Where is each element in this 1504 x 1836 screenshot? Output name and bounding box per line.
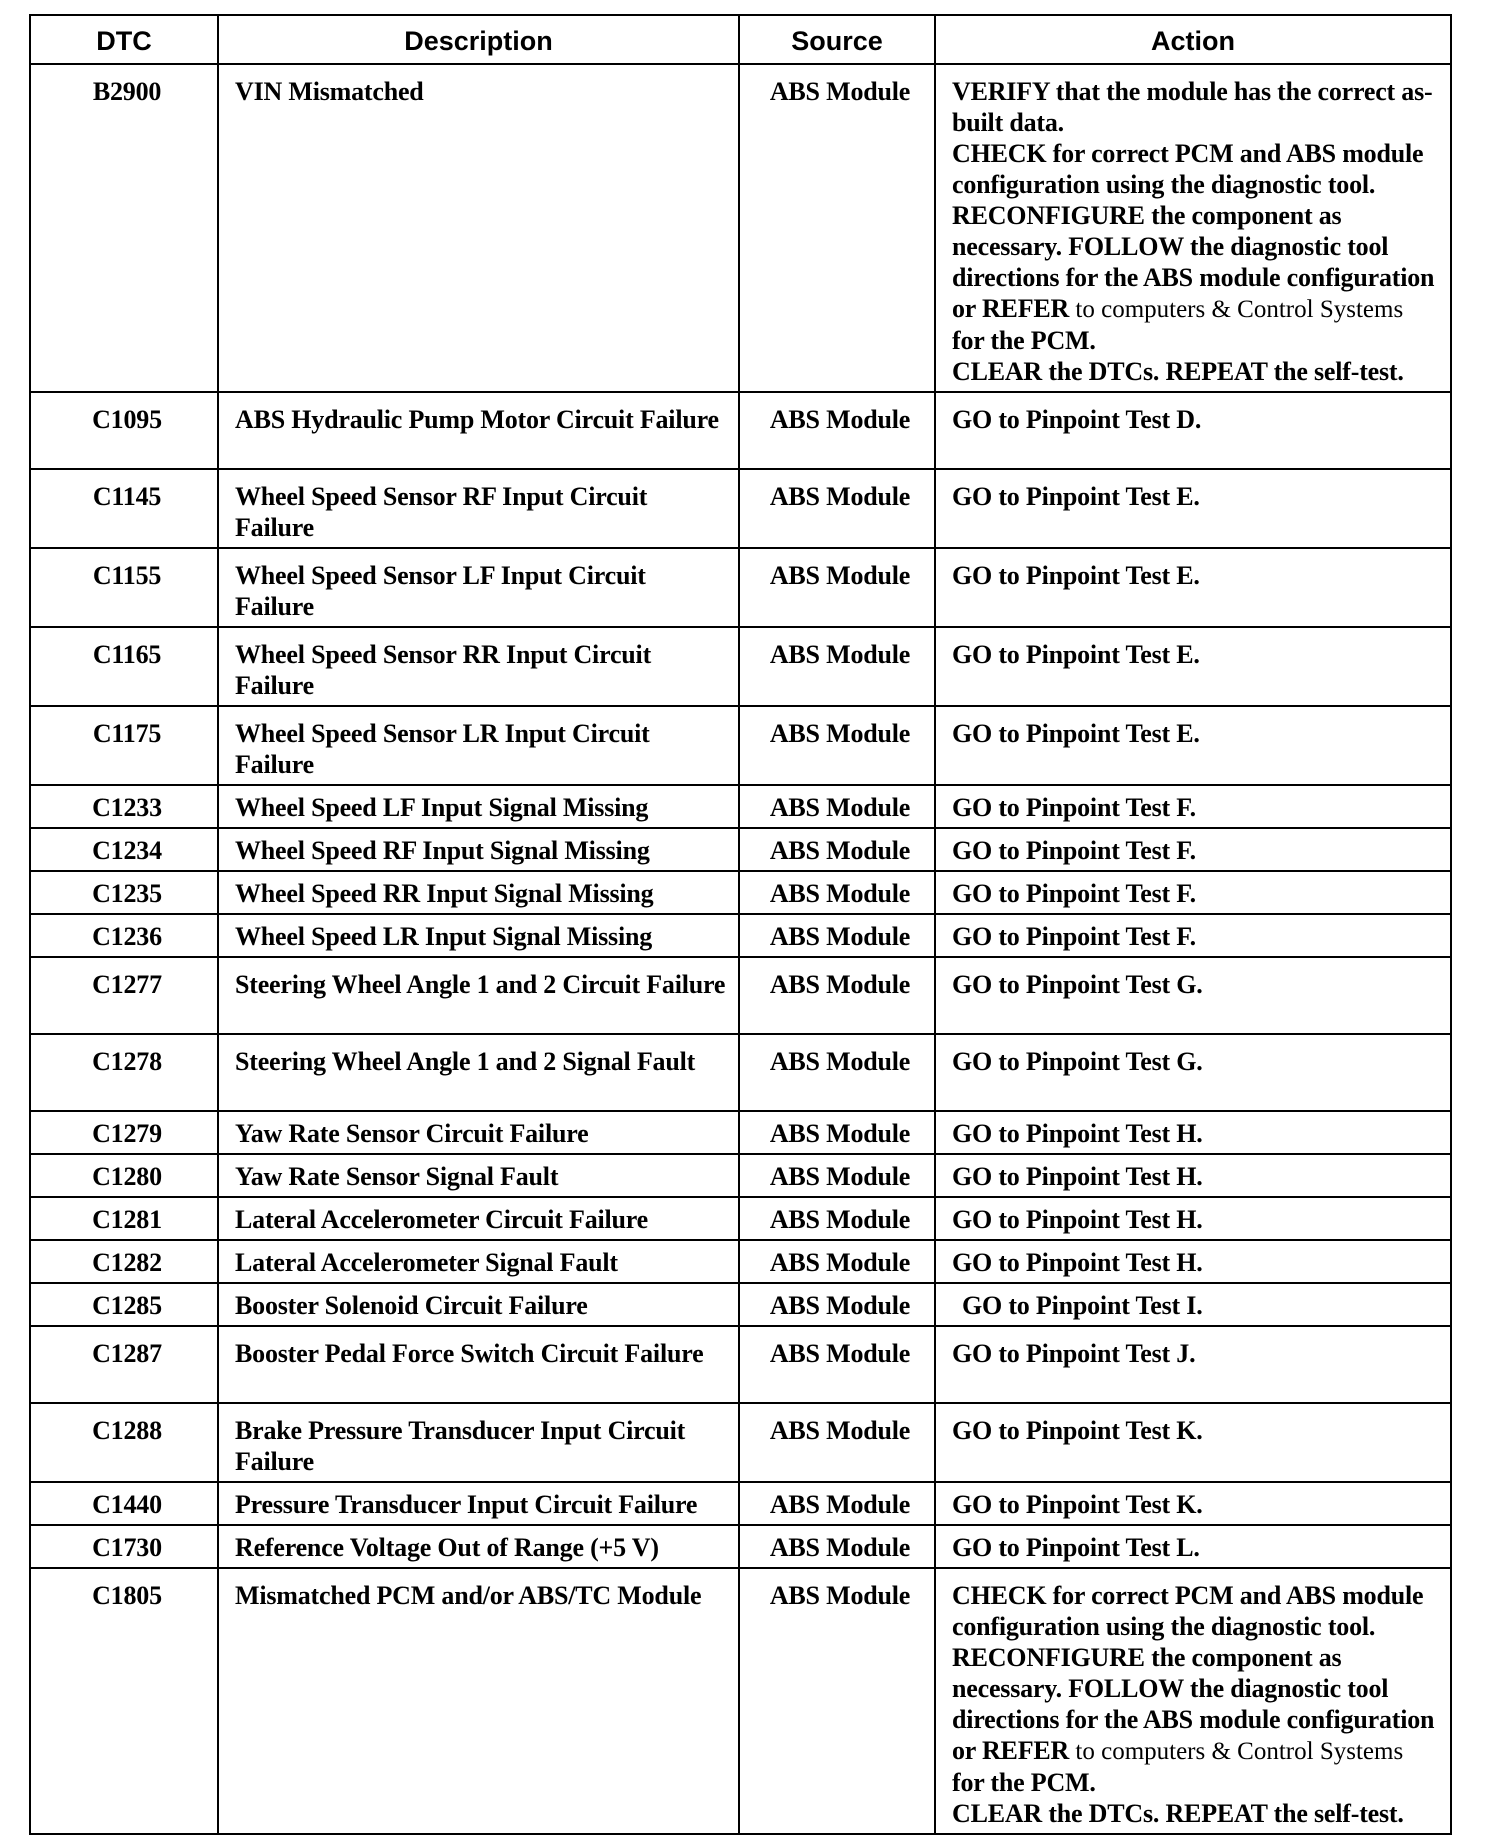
- table-row: [30, 1326, 1451, 1403]
- table-row: [30, 1283, 1451, 1326]
- dtc-source: ABS Module: [739, 392, 935, 469]
- dtc-action: GO to Pinpoint Test F.: [935, 871, 1451, 914]
- dtc-code: C1288: [30, 1403, 218, 1482]
- dtc-description: Wheel Speed RF Input Signal Missing: [218, 828, 739, 871]
- dtc-description: Wheel Speed LR Input Signal Missing: [218, 914, 739, 957]
- dtc-action: GO to Pinpoint Test F.: [935, 914, 1451, 957]
- table-row: [30, 1525, 1451, 1568]
- dtc-source: ABS Module: [739, 1326, 935, 1403]
- table-header-row: [30, 15, 1451, 64]
- dtc-action: GO to Pinpoint Test H.: [935, 1197, 1451, 1240]
- table-row: [30, 871, 1451, 914]
- dtc-source: ABS Module: [739, 1154, 935, 1197]
- dtc-code: C1236: [30, 914, 218, 957]
- dtc-description: Lateral Accelerometer Signal Fault: [218, 1240, 739, 1283]
- header-dtc: DTC: [30, 15, 218, 64]
- dtc-source: ABS Module: [739, 706, 935, 785]
- dtc-action: GO to Pinpoint Test H.: [935, 1240, 1451, 1283]
- dtc-description: Mismatched PCM and/or ABS/TC Module: [218, 1568, 739, 1834]
- table-row: [30, 1568, 1451, 1834]
- dtc-code: C1285: [30, 1283, 218, 1326]
- dtc-code: C1282: [30, 1240, 218, 1283]
- dtc-source: ABS Module: [739, 627, 935, 706]
- dtc-action: GO to Pinpoint Test E.: [935, 548, 1451, 627]
- dtc-description: Booster Pedal Force Switch Circuit Failure: [218, 1326, 739, 1403]
- dtc-action: GO to Pinpoint Test F.: [935, 828, 1451, 871]
- table-row: [30, 469, 1451, 548]
- dtc-action: GO to Pinpoint Test G.: [935, 957, 1451, 1034]
- action-text: CHECK for correct PCM and ABS module configuration using the diagnostic tool. RECONFIGURE the component as necessary. FOLLOW the diagnostic tool directions for the ABS module configuration or REFER: [952, 1581, 1435, 1765]
- dtc-source: ABS Module: [739, 1111, 935, 1154]
- action-reference: to computers & Control Systems: [1075, 296, 1404, 323]
- dtc-code: C1281: [30, 1197, 218, 1240]
- dtc-source: ABS Module: [739, 1568, 935, 1834]
- dtc-description: Steering Wheel Angle 1 and 2 Signal Fault: [218, 1034, 739, 1111]
- dtc-code: C1277: [30, 957, 218, 1034]
- table-row: [30, 1482, 1451, 1525]
- dtc-code: C1440: [30, 1482, 218, 1525]
- dtc-action: GO to Pinpoint Test D.: [935, 392, 1451, 469]
- action-text: VERIFY that the module has the correct as-built data.: [952, 77, 1433, 137]
- dtc-description: Reference Voltage Out of Range (+5 V): [218, 1525, 739, 1568]
- action-text: CHECK for correct PCM and ABS module configuration using the diagnostic tool. RECONFIGURE the component as necessary. FOLLOW the diagnostic tool directions for the ABS module configuration or REFER: [952, 139, 1435, 323]
- dtc-action: GO to Pinpoint Test I.: [935, 1283, 1451, 1326]
- table-row: [30, 64, 1451, 392]
- dtc-source: ABS Module: [739, 64, 935, 392]
- table-row: [30, 1154, 1451, 1197]
- header-description: Description: [218, 15, 739, 64]
- table-row: [30, 957, 1451, 1034]
- dtc-code: C1805: [30, 1568, 218, 1834]
- dtc-source: ABS Module: [739, 914, 935, 957]
- dtc-description: Wheel Speed Sensor LR Input Circuit Failure: [218, 706, 739, 785]
- dtc-code: C1235: [30, 871, 218, 914]
- table-row: [30, 1197, 1451, 1240]
- dtc-action: [935, 1568, 1451, 1834]
- dtc-source: ABS Module: [739, 1403, 935, 1482]
- dtc-description: Brake Pressure Transducer Input Circuit Failure: [218, 1403, 739, 1482]
- dtc-code: C1730: [30, 1525, 218, 1568]
- dtc-code: C1165: [30, 627, 218, 706]
- header-action: Action: [935, 15, 1451, 64]
- dtc-source: ABS Module: [739, 1240, 935, 1283]
- dtc-source: ABS Module: [739, 548, 935, 627]
- dtc-code: C1145: [30, 469, 218, 548]
- dtc-description: Wheel Speed Sensor LF Input Circuit Failure: [218, 548, 739, 627]
- dtc-code: C1287: [30, 1326, 218, 1403]
- action-text: CLEAR the DTCs. REPEAT the self-test.: [952, 357, 1404, 386]
- dtc-description: Pressure Transducer Input Circuit Failure: [218, 1482, 739, 1525]
- dtc-source: ABS Module: [739, 1034, 935, 1111]
- dtc-action: GO to Pinpoint Test K.: [935, 1403, 1451, 1482]
- dtc-action: GO to Pinpoint Test E.: [935, 469, 1451, 548]
- dtc-action: GO to Pinpoint Test E.: [935, 627, 1451, 706]
- dtc-description: Yaw Rate Sensor Signal Fault: [218, 1154, 739, 1197]
- dtc-description: Booster Solenoid Circuit Failure: [218, 1283, 739, 1326]
- dtc-description: Lateral Accelerometer Circuit Failure: [218, 1197, 739, 1240]
- dtc-action: GO to Pinpoint Test K.: [935, 1482, 1451, 1525]
- dtc-source: ABS Module: [739, 1283, 935, 1326]
- dtc-table: [29, 14, 1452, 1835]
- dtc-code: C1279: [30, 1111, 218, 1154]
- dtc-description: Yaw Rate Sensor Circuit Failure: [218, 1111, 739, 1154]
- table-row: [30, 548, 1451, 627]
- table-row: [30, 1240, 1451, 1283]
- table-row: [30, 914, 1451, 957]
- dtc-description: Wheel Speed Sensor RR Input Circuit Failure: [218, 627, 739, 706]
- dtc-description: ABS Hydraulic Pump Motor Circuit Failure: [218, 392, 739, 469]
- action-text: for the PCM.: [952, 1768, 1096, 1797]
- dtc-code: B2900: [30, 64, 218, 392]
- dtc-source: ABS Module: [739, 1482, 935, 1525]
- table-row: [30, 706, 1451, 785]
- table-row: [30, 392, 1451, 469]
- dtc-code: C1280: [30, 1154, 218, 1197]
- table-row: [30, 1111, 1451, 1154]
- action-reference: to computers & Control Systems: [1075, 1738, 1404, 1765]
- table-row: [30, 1034, 1451, 1111]
- dtc-source: ABS Module: [739, 469, 935, 548]
- dtc-source: ABS Module: [739, 828, 935, 871]
- dtc-action: GO to Pinpoint Test L.: [935, 1525, 1451, 1568]
- dtc-code: C1278: [30, 1034, 218, 1111]
- header-source: Source: [739, 15, 935, 64]
- dtc-description: Wheel Speed Sensor RF Input Circuit Failure: [218, 469, 739, 548]
- dtc-description: VIN Mismatched: [218, 64, 739, 392]
- table-row: [30, 785, 1451, 828]
- dtc-code: C1234: [30, 828, 218, 871]
- dtc-code: C1233: [30, 785, 218, 828]
- dtc-action: GO to Pinpoint Test H.: [935, 1111, 1451, 1154]
- dtc-source: ABS Module: [739, 1525, 935, 1568]
- dtc-description: Wheel Speed RR Input Signal Missing: [218, 871, 739, 914]
- dtc-action: GO to Pinpoint Test J.: [935, 1326, 1451, 1403]
- dtc-code: C1175: [30, 706, 218, 785]
- dtc-action: GO to Pinpoint Test E.: [935, 706, 1451, 785]
- action-text: CLEAR the DTCs. REPEAT the self-test.: [952, 1799, 1404, 1828]
- dtc-source: ABS Module: [739, 871, 935, 914]
- dtc-description: Wheel Speed LF Input Signal Missing: [218, 785, 739, 828]
- dtc-code: C1155: [30, 548, 218, 627]
- dtc-source: ABS Module: [739, 957, 935, 1034]
- dtc-action: [935, 64, 1451, 392]
- action-text: for the PCM.: [952, 326, 1096, 355]
- table-row: [30, 1403, 1451, 1482]
- dtc-action: GO to Pinpoint Test F.: [935, 785, 1451, 828]
- dtc-source: ABS Module: [739, 785, 935, 828]
- dtc-description: Steering Wheel Angle 1 and 2 Circuit Failure: [218, 957, 739, 1034]
- dtc-action: GO to Pinpoint Test H.: [935, 1154, 1451, 1197]
- dtc-source: ABS Module: [739, 1197, 935, 1240]
- dtc-code: C1095: [30, 392, 218, 469]
- dtc-action: GO to Pinpoint Test G.: [935, 1034, 1451, 1111]
- table-row: [30, 627, 1451, 706]
- table-row: [30, 828, 1451, 871]
